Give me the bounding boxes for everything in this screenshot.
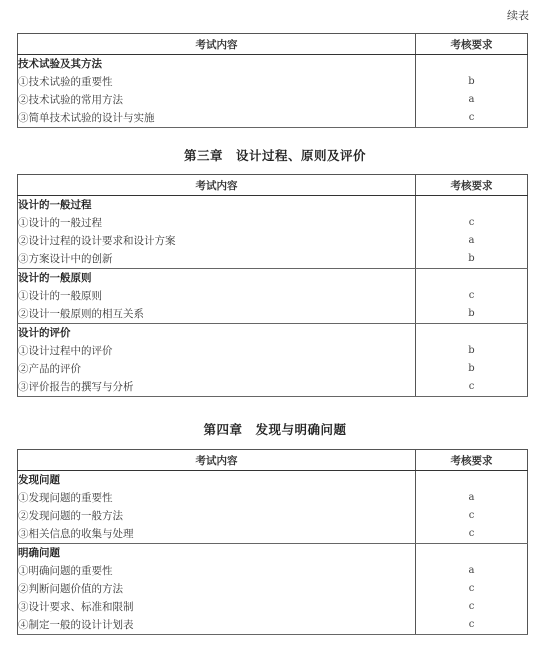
requirement-level: b [468,253,475,264]
group-title: 设计的评价 [18,327,71,339]
list-item: ③设计要求、标准和限制 [18,601,134,613]
table-group [18,471,528,544]
list-item: ③相关信息的收集与处理 [18,528,134,540]
requirement-level: c [468,601,475,612]
table-header-row [18,450,528,471]
requirement-level: c [468,381,475,392]
list-item: ④制定一般的设计计划表 [18,619,134,631]
list-item: ③简单技术试验的设计与实施 [18,112,155,124]
requirement-level: b [468,76,475,87]
continued-label: 续表 [507,9,529,22]
list-item: ②设计过程的设计要求和设计方案 [18,235,176,247]
requirement-level: c [468,112,475,123]
requirement-level: b [468,345,475,356]
table-header-row [18,175,528,196]
requirement-level: a [468,492,475,503]
requirement-level: c [468,510,475,521]
requirement-level: c [468,583,475,594]
list-item: ①设计过程中的评价 [18,345,113,357]
requirement-level: a [468,94,475,105]
table-group [18,544,528,635]
list-item: ②技术试验的常用方法 [18,94,123,106]
requirement-level: c [468,290,475,301]
requirement-level: a [468,235,475,246]
exam-table-tech-test [17,33,528,128]
requirement-level: a [468,565,475,576]
chapter-4-title: 第四章 发现与明确问题 [203,422,347,437]
requirement-level: b [468,308,475,319]
requirement-level: b [468,363,475,374]
requirement-level: c [468,528,475,539]
group-title: 技术试验及其方法 [18,58,102,70]
list-item: ②判断问题价值的方法 [18,583,123,595]
list-item: ②产品的评价 [18,363,81,375]
group-title: 发现问题 [18,474,60,486]
list-item: ①发现问题的重要性 [18,492,113,504]
list-item: ③方案设计中的创新 [18,253,113,265]
header-requirement: 考核要求 [416,450,528,471]
requirement-level: c [468,217,475,228]
exam-table-chapter-4 [17,449,528,635]
table-group [18,324,528,397]
table-group [18,196,528,269]
header-content: 考试内容 [18,175,416,196]
chapter-3-title: 第三章 设计过程、原则及评价 [183,148,366,163]
list-item: ①明确问题的重要性 [18,565,113,577]
requirement-level: c [468,619,475,630]
header-requirement: 考核要求 [416,34,528,55]
table-group [18,269,528,324]
table-header-row [18,34,528,55]
list-item: ①设计的一般过程 [18,217,102,229]
header-content: 考试内容 [18,450,416,471]
exam-table-chapter-3 [17,174,528,397]
table-group [18,55,528,128]
list-item: ②发现问题的一般方法 [18,510,123,522]
group-title: 设计的一般原则 [18,272,92,284]
list-item: ①技术试验的重要性 [18,76,113,88]
header-content: 考试内容 [18,34,416,55]
header-requirement: 考核要求 [416,175,528,196]
group-title: 明确问题 [18,547,60,559]
group-title: 设计的一般过程 [18,199,92,211]
list-item: ③评价报告的撰写与分析 [18,381,134,393]
list-item: ①设计的一般原则 [18,290,102,302]
list-item: ②设计一般原则的相互关系 [18,308,144,320]
